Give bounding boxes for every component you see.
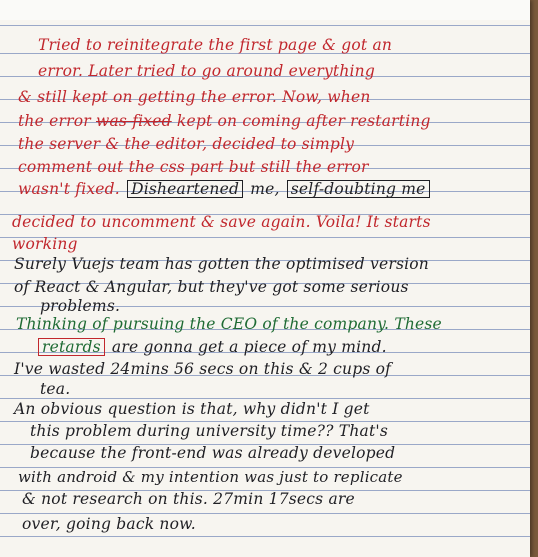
note-line — [18, 468, 403, 486]
note-line — [38, 36, 392, 54]
note-text: of React & Angular, but they've got some serious — [14, 278, 409, 296]
boxed-word: retards — [38, 338, 105, 356]
note-line — [38, 62, 375, 80]
note-text: working — [12, 235, 78, 253]
note-line — [14, 400, 370, 418]
note-text: An obvious question is that, why didn't I get — [14, 400, 370, 418]
note-line — [12, 235, 78, 253]
note-text: Thinking of pursuing the CEO of the company. These — [16, 315, 442, 333]
note-line — [40, 380, 70, 398]
note-line — [14, 255, 429, 273]
note-line — [18, 135, 354, 153]
note-text: Tried to reinitegrate the first page & got an — [38, 36, 393, 54]
note-line — [18, 88, 371, 106]
boxed-word: Disheartened — [127, 180, 243, 198]
note-text: over, going back now. — [22, 515, 196, 533]
note-line — [18, 158, 369, 176]
note-text: wasn't fixed. — [18, 180, 120, 198]
note-line — [22, 490, 355, 508]
note-line — [18, 112, 431, 130]
note-text: tea. — [40, 380, 71, 398]
note-text: Surely Vuejs team has gotten the optimised version — [14, 255, 429, 273]
note-line — [36, 338, 387, 356]
note-text: with android & my intention was just to replicate — [18, 468, 403, 486]
note-text: are gonna get a piece of my mind. — [111, 338, 387, 356]
note-line — [12, 213, 431, 231]
note-line — [18, 180, 432, 198]
note-text: & not research on this. 27min 17secs are — [22, 490, 355, 508]
note-line — [14, 278, 409, 296]
boxed-word: self-doubting me — [287, 180, 430, 198]
struck-text: was fixed — [96, 112, 172, 130]
note-line — [30, 422, 388, 440]
note-text: kept on coming after restarting — [176, 112, 431, 130]
note-text: the server & the editor, decided to simply — [18, 135, 355, 153]
note-line — [40, 297, 120, 315]
note-text: the error — [18, 112, 91, 130]
note-text: I've wasted 24mins 56 secs on this & 2 cups of — [14, 360, 392, 378]
note-line — [14, 360, 391, 378]
note-text: & still kept on getting the error. Now, when — [18, 88, 371, 106]
note-line — [16, 315, 442, 333]
page-top-margin — [0, 0, 530, 20]
note-line — [22, 515, 196, 533]
note-text: comment out the css part but still the error — [18, 158, 369, 176]
note-line — [30, 444, 395, 462]
note-text: decided to uncomment & save again. Voila! It starts — [12, 213, 431, 231]
note-text: because the front-end was already developed — [30, 444, 396, 462]
note-text: problems. — [40, 297, 121, 315]
note-text: error. Later tried to go around everything — [38, 62, 375, 80]
note-text: this problem during university time?? That's — [30, 422, 388, 440]
note-text: me, — [250, 180, 280, 198]
